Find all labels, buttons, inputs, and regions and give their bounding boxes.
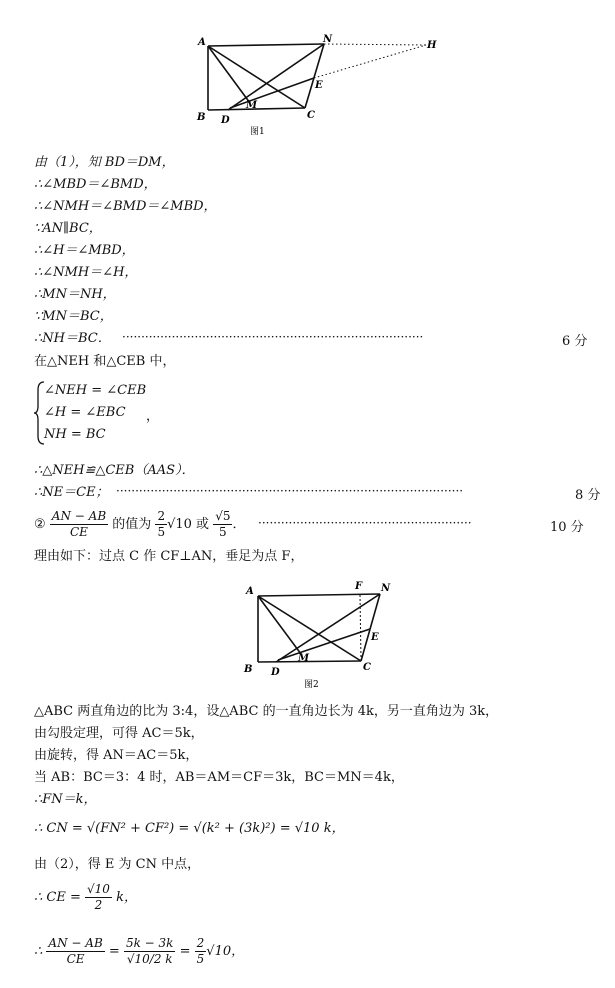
fraction-numerator: 2: [196, 936, 205, 950]
fraction-an-ab-ce: [50, 509, 108, 540]
fraction-numerator: AN − AB: [51, 509, 107, 523]
fig2-label-n: N: [381, 583, 391, 594]
fraction-5k-3k: [124, 936, 176, 967]
fig2-label-d: D: [271, 667, 280, 678]
fig2-label-a: A: [246, 586, 254, 597]
fraction-denominator: 5: [157, 525, 166, 539]
fig1-label-n: N: [323, 34, 333, 45]
line-15: △ABC 两直角边的比为 3:4，设△ABC 的一直角边长为 4k，另一直角边为 3k，: [34, 704, 499, 719]
dot-leader-1: ···············································································: [122, 330, 424, 344]
line-23: [34, 924, 244, 980]
fig2-label-c: C: [363, 662, 371, 673]
fig2-label-e: E: [371, 632, 379, 643]
fraction-2-5: [195, 936, 207, 967]
ce-prefix: ∴ CE =: [34, 890, 81, 905]
line-17: 由旋转，得 AN＝AC＝5k，: [34, 748, 199, 763]
figure-1: [190, 30, 450, 140]
fig1-label-c: C: [307, 110, 315, 121]
period: ．: [232, 517, 246, 532]
fraction-an-ab-ce-2: [46, 936, 104, 967]
score-6: 6 分: [562, 334, 588, 349]
dot-leader-3: ························································: [258, 516, 472, 530]
line-10: 在△NEH 和△CEB 中，: [34, 354, 176, 369]
equals-2: =: [179, 944, 191, 959]
fraction-sqrt10-2: [85, 882, 112, 913]
fraction-denominator: CE: [66, 952, 85, 966]
line-14: 理由如下：过点 C 作 CF⊥AN，垂足为点 F，: [34, 549, 304, 564]
line-16: 由勾股定理，可得 AC＝5k，: [34, 726, 204, 741]
fig2-label-f: F: [355, 581, 363, 592]
line-6: ∴∠NMH＝∠H，: [34, 265, 138, 280]
fraction-numerator: 2: [157, 509, 166, 523]
fig2-caption: 图2: [304, 680, 319, 690]
fraction-numerator: 5k − 3k: [125, 936, 174, 950]
fraction-denominator: √10/2 k: [126, 952, 173, 966]
line-19: ∴FN＝k，: [34, 792, 97, 807]
fraction-numerator: √10: [87, 882, 110, 896]
line-3: ∴∠NMH＝∠BMD＝∠MBD，: [34, 199, 217, 214]
fraction-two-fifths: [155, 509, 167, 540]
line-12: ∴NE＝CE；: [34, 485, 109, 500]
therefore: ∴: [34, 944, 43, 959]
line-2: ∴∠MBD＝∠BMD，: [34, 177, 157, 192]
score-10: 10 分: [550, 520, 584, 535]
line-13: [34, 506, 246, 544]
line-7: ∴MN＝NH，: [34, 287, 116, 302]
figure-2: [236, 575, 406, 693]
fraction-denominator: 5: [219, 525, 227, 539]
line-22: [34, 878, 137, 918]
fig1-label-e: E: [315, 80, 323, 91]
ce-suffix: k，: [116, 890, 137, 905]
line-8: ∵MN＝BC，: [34, 309, 113, 324]
value-text: 的值为: [112, 517, 152, 532]
fig1-label-m: M: [246, 100, 258, 111]
fraction-denominator: 2: [94, 898, 103, 912]
fig1-label-h: H: [427, 40, 437, 51]
fig2-label-b: B: [244, 664, 253, 675]
sqrt-ten: √10: [167, 517, 192, 532]
line-20: ∴ CN = √(FN² + CF²) = √(k² + (3k)²) = √10 k，: [34, 821, 345, 836]
fig1-label-b: B: [197, 112, 206, 123]
line-5: ∴∠H＝∠MBD，: [34, 243, 135, 258]
fraction-numerator: AN − AB: [48, 936, 103, 950]
fraction-denominator: 5: [196, 952, 205, 966]
equation-2: ∠H = ∠EBC: [44, 405, 126, 420]
fraction-numerator: √5: [215, 509, 231, 523]
dot-leader-2: ···························································································: [116, 484, 464, 498]
line-21: 由（2），得 E 为 CN 中点，: [34, 857, 201, 872]
fig1-caption: 图1: [250, 127, 265, 137]
line-9: ∴NH＝BC．: [34, 331, 111, 346]
equation-3: NH = BC: [44, 427, 106, 442]
or-text: 或: [196, 517, 210, 532]
line-11: ∴△NEH≌△CEB（AAS）．: [34, 463, 195, 478]
line-18: 当 AB：BC＝3：4 时，AB＝AM＝CF＝3k，BC＝MN＝4k，: [34, 770, 404, 785]
line-1: 由（1），知 BD＝DM，: [34, 155, 175, 170]
fig1-label-d: D: [221, 115, 230, 126]
equals-1: =: [108, 944, 120, 959]
fraction-sqrt5-5: [213, 509, 232, 540]
circle-two: ②: [34, 517, 46, 532]
equation-comma: ，: [146, 409, 160, 424]
fig2-label-m: M: [298, 653, 310, 664]
score-8: 8 分: [575, 488, 601, 503]
equation-1: ∠NEH = ∠CEB: [44, 383, 147, 398]
sqrt-ten-end: √10，: [206, 944, 245, 959]
fig1-label-a: A: [198, 37, 206, 48]
line-4: ∵AN∥BC，: [34, 221, 102, 236]
fraction-denominator: CE: [69, 525, 88, 539]
